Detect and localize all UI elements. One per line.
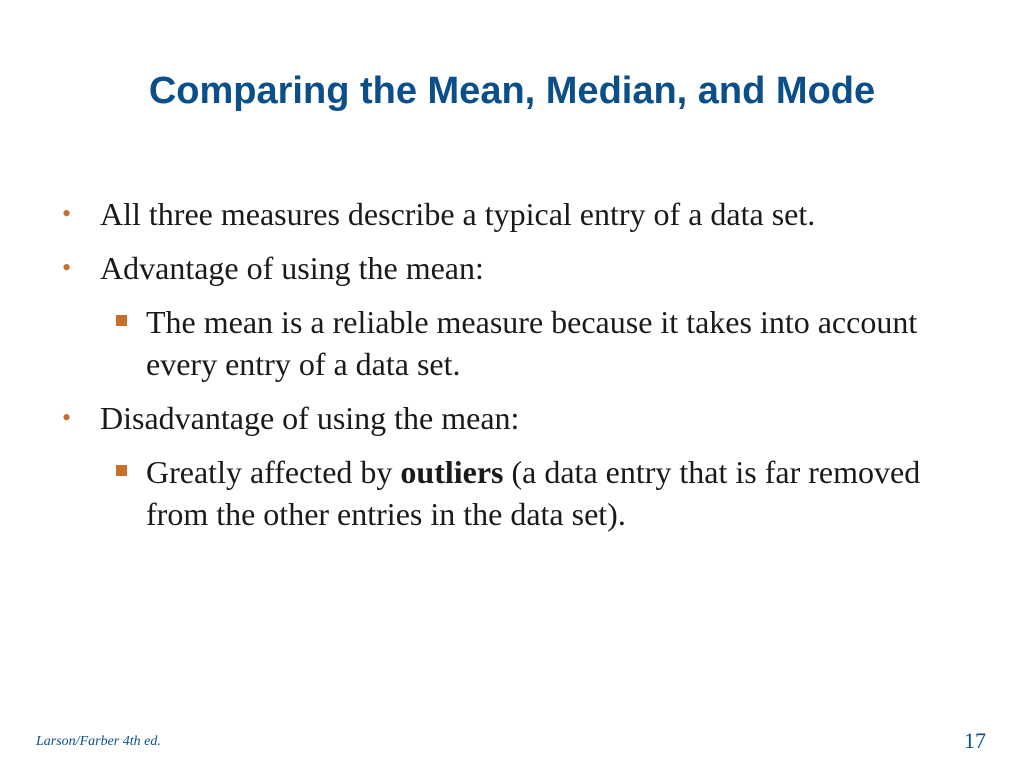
slide-body [62, 193, 982, 547]
bullet-item [62, 193, 982, 235]
slide-title: Comparing the Mean, Median, and Mode [148, 70, 876, 112]
bullet-text: Advantage of using the mean: [100, 250, 484, 286]
square-bullet-icon [116, 465, 127, 476]
bullet-text: All three measures describe a typical entry of a data set. [100, 196, 816, 232]
dot-bullet-icon: • [62, 199, 72, 228]
bullet-item [62, 397, 982, 439]
sub-bullet-item [100, 301, 982, 385]
term-outliers: outliers [400, 454, 504, 490]
sub-bullet-text-end: (a data entry that is far removed from the other entries in the data set). [146, 454, 921, 532]
sub-bullet-text: The mean is a reliable measure because it takes into account every entry of a data set. [146, 304, 918, 382]
sub-bullet-item [100, 451, 982, 535]
page-number: 17 [964, 728, 986, 753]
sub-bullet-text-start: Greatly affected by [146, 454, 401, 490]
square-bullet-icon [116, 315, 127, 326]
bullet-item [62, 247, 982, 289]
footer-source: Larson/Farber 4th ed. [36, 734, 161, 749]
dot-bullet-icon: • [62, 403, 72, 432]
bullet-text: Disadvantage of using the mean: [100, 400, 520, 436]
dot-bullet-icon: • [62, 253, 72, 282]
